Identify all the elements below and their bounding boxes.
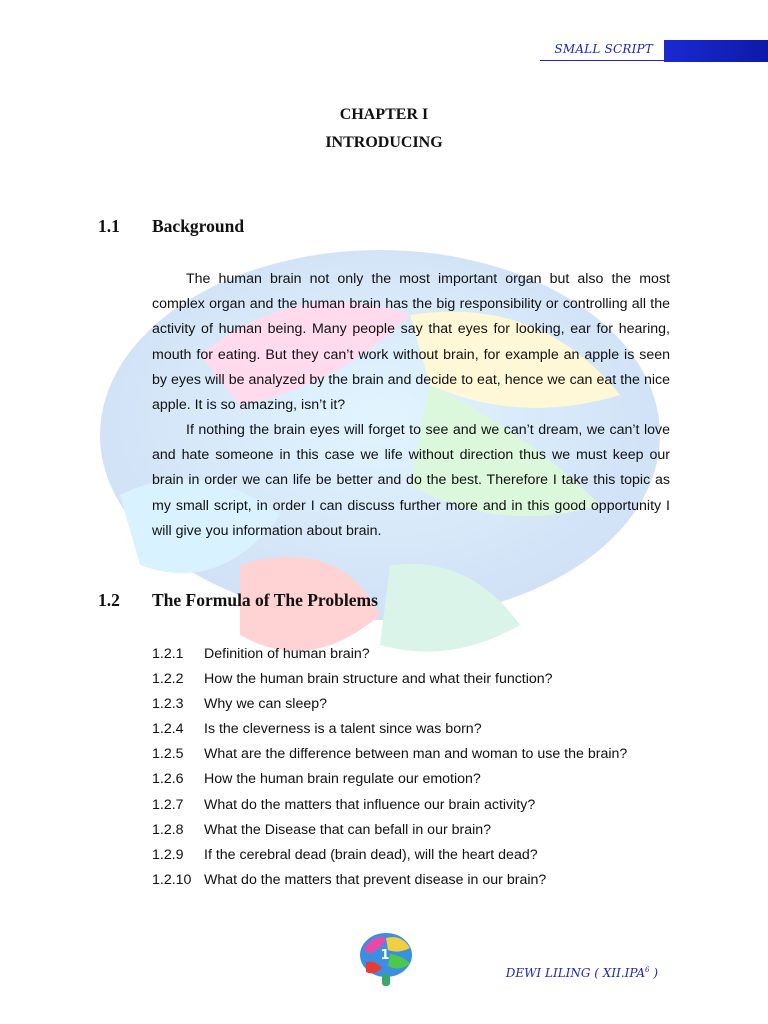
list-item-number: 1.2.8 [152, 821, 184, 838]
problem-list [152, 642, 672, 893]
paragraph [152, 267, 670, 418]
list-item [152, 667, 672, 692]
list-item-number: 1.2.5 [152, 746, 184, 763]
list-item [152, 868, 672, 893]
list-item-text: Definition of human brain? [204, 646, 370, 662]
paragraph-text: The human brain not only the most important organ but also the most complex organ and the human brain has the big responsibility or controlling all the activity of human being. Many people say that eyes for looking, ear for hearing, mouth for eating. But they can’t work without brain, for example an apple is seen by eyes will be analyzed by the brain and decide to eat, hence we can eat the nice apple. It is so amazing, isn’t it? [152, 271, 670, 414]
footer-author-superscript: 6 [645, 966, 650, 974]
list-item [152, 843, 672, 868]
header-bar [664, 40, 768, 62]
list-item-number: 1.2.9 [152, 846, 184, 863]
list-item-text: What do the matters that influence our brain activity? [204, 796, 536, 813]
section-title: The Formula of The Problems [152, 590, 378, 610]
footer-author-text: DEWI LILING ( XII.IPA [505, 966, 646, 980]
footer-author-end: ) [649, 966, 658, 980]
section-number: 1.2 [98, 590, 120, 610]
list-item-number: 1.2.4 [152, 721, 184, 738]
list-item [152, 793, 672, 818]
list-item [152, 767, 672, 792]
header-rule [540, 60, 664, 61]
list-item-text: What do the matters that prevent disease in our brain? [204, 871, 547, 888]
chapter-subtitle: INTRODUCING [325, 134, 443, 151]
footer-author [506, 966, 658, 980]
paragraph [152, 418, 670, 544]
header-title: SMALL SCRIPT [554, 42, 653, 56]
list-item [152, 818, 672, 843]
list-item-number: 1.2.7 [152, 796, 184, 813]
list-item-text: How the human brain structure and what their function? [204, 671, 553, 688]
list-item-text: What the Disease that can befall in our brain? [204, 821, 492, 838]
list-item-number: 1.2.3 [152, 696, 184, 713]
list-item [152, 692, 672, 717]
list-item-number: 1.2.2 [152, 671, 184, 688]
list-item-number: 1.2.6 [152, 771, 184, 788]
page-number: 1 [380, 948, 390, 963]
list-item-number: 1.2.10 [152, 871, 192, 888]
list-item-text: Why we can sleep? [204, 696, 328, 713]
list-item-text: How the human brain regulate our emotion? [204, 771, 481, 788]
section-number: 1.1 [98, 216, 120, 236]
list-item [152, 717, 672, 742]
list-item-text: Is the cleverness is a talent since was born? [204, 721, 482, 738]
list-item [152, 742, 672, 767]
list-item [152, 642, 672, 667]
list-item-number: 1.2.1 [152, 646, 184, 662]
list-item-text: What are the difference between man and woman to use the brain? [204, 746, 628, 763]
paragraph-text: If nothing the brain eyes will forget to see and we can’t dream, we can’t love and hate someone in this case we life without direction thus we must keep our brain in order we can life be better and do the best. Therefore I take this topic as my small script, in order I can discuss further more and in this good opportunity I will give you information about brain. [152, 422, 670, 539]
chapter-title: CHAPTER I [339, 106, 429, 123]
list-item-text: If the cerebral dead (brain dead), will the heart dead? [204, 846, 538, 863]
section-title: Background [152, 216, 245, 236]
